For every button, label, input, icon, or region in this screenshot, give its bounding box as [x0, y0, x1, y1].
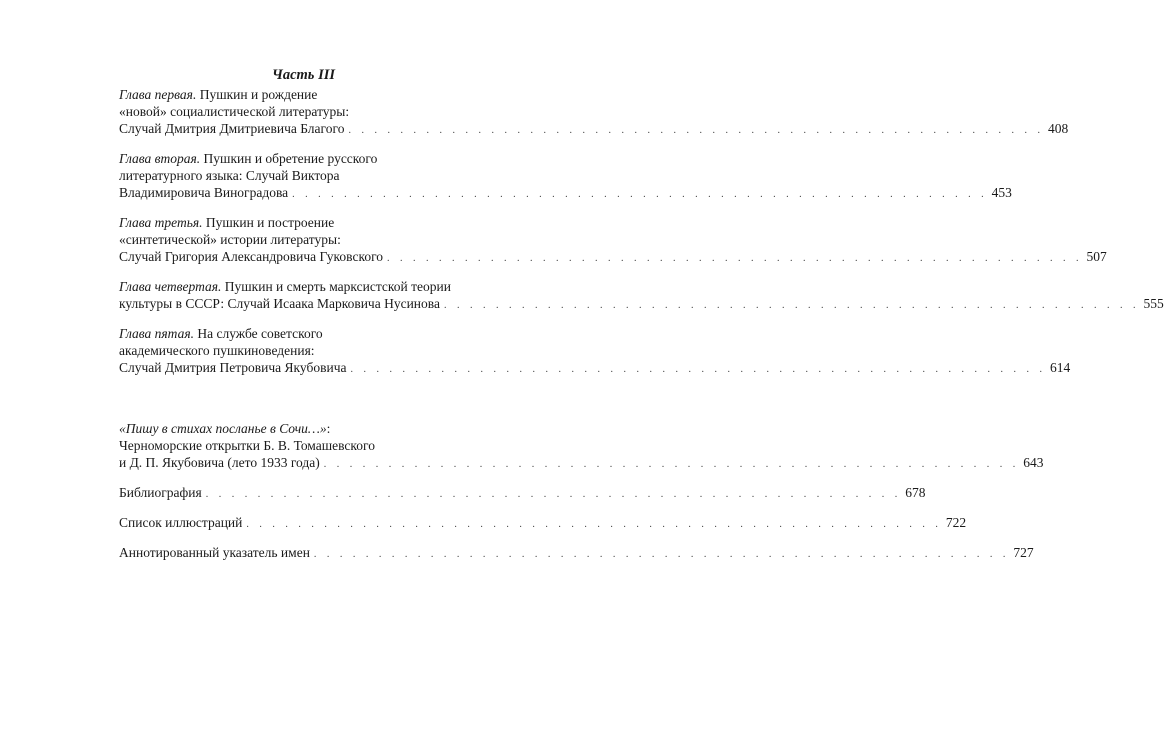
entry-title-end: Случай Григория Александровича Гуковского [119, 249, 384, 264]
table-of-contents [119, 66, 1164, 563]
entry-title-line: академического пушкиноведения: [119, 343, 315, 358]
page-number: 614 [1049, 360, 1071, 375]
entry-first-line [119, 150, 488, 167]
page-number: 678 [905, 485, 926, 500]
entry-last-line [119, 184, 1012, 203]
dot-leader: . . . . . . . . . . . . . . . . . . . . . . . . . . . . . . . . . . . . . . . . . . . . . . . . . . . . . . [292, 189, 988, 200]
entry-title-end: и Д. П. Якубовича (лето 1933 года) [119, 455, 320, 470]
toc-entry-chapter-4[interactable] [119, 278, 1164, 314]
entry-title-start: Пушкин и рождение [196, 87, 318, 102]
entry-label: Глава третья. [119, 215, 203, 230]
entry-title-end: Случай Дмитрия Петровича Якубовича [119, 360, 347, 375]
toc-entry-bibliography[interactable] [119, 484, 926, 503]
dot-leader: . . . . . . . . . . . . . . . . . . . . . . . . . . . . . . . . . . . . . . . . . . . . . . . . . . . . . . [323, 459, 1020, 470]
entry-first-line [119, 420, 488, 437]
entry-label: Глава четвертая. [119, 279, 222, 294]
entry-title-line: Черноморские открытки Б. В. Томашевского [119, 438, 375, 453]
toc-entry-illustrations[interactable] [119, 514, 967, 533]
part-title: Часть III [272, 67, 335, 83]
entry-first-line [119, 214, 488, 231]
entry-label: Глава вторая. [119, 151, 201, 166]
entry-title-start: : [326, 421, 331, 436]
entry-title: Библиография [119, 485, 202, 500]
entry-last-line [119, 544, 1034, 563]
entry-first-line [119, 278, 488, 295]
entry-last-line [119, 120, 1069, 139]
dot-leader: . . . . . . . . . . . . . . . . . . . . . . . . . . . . . . . . . . . . . . . . . . . . . . . . . . . . . . [350, 364, 1046, 375]
page-number: 507 [1086, 249, 1107, 264]
entry-title-line: «новой» социалистической литературы: [119, 104, 350, 119]
page-number: 722 [945, 515, 967, 530]
entry-title-end: Владимировича Виноградова [119, 185, 289, 200]
entry-title-end: культуры в СССР: Случай Исаака Марковича Нусинова [119, 296, 440, 311]
entry-title: Аннотированный указатель имен [119, 545, 310, 560]
entry-title-line: «синтетической» истории литературы: [119, 232, 341, 247]
entry-title-start: Пушкин и построение [202, 215, 335, 230]
page-number: 643 [1023, 455, 1044, 470]
entry-last-line [119, 484, 926, 503]
dot-leader: . . . . . . . . . . . . . . . . . . . . . . . . . . . . . . . . . . . . . . . . . . . . . . . . . . . . . . [313, 549, 1010, 560]
dot-leader: . . . . . . . . . . . . . . . . . . . . . . . . . . . . . . . . . . . . . . . . . . . . . . . . . . . . . . [205, 489, 902, 500]
entry-title-start: На службе советского [194, 326, 323, 341]
entry-title-start: Пушкин и обретение русского [200, 151, 378, 166]
toc-entry-chapter-3[interactable] [119, 214, 1107, 267]
toc-entry-chapter-2[interactable] [119, 150, 1012, 203]
entry-last-line [119, 248, 1107, 267]
page-number: 453 [991, 185, 1012, 200]
dot-leader: . . . . . . . . . . . . . . . . . . . . . . . . . . . . . . . . . . . . . . . . . . . . . . . . . . . . . . [443, 300, 1140, 311]
entry-title: Список иллюстраций [119, 515, 243, 530]
dot-leader: . . . . . . . . . . . . . . . . . . . . . . . . . . . . . . . . . . . . . . . . . . . . . . . . . . . . . . [246, 519, 942, 530]
entry-title-end: Случай Дмитрия Дмитриевича Благого [119, 121, 345, 136]
entry-last-line [119, 514, 967, 533]
entry-last-line [119, 359, 1071, 378]
dot-leader: . . . . . . . . . . . . . . . . . . . . . . . . . . . . . . . . . . . . . . . . . . . . . . . . . . . . . . [387, 253, 1083, 264]
entry-first-line [119, 325, 488, 342]
entry-last-line [119, 454, 1044, 473]
toc-entry-chapter-5[interactable] [119, 325, 1071, 378]
entry-title-line: литературного языка: Случай Виктора [119, 168, 340, 183]
entry-title-start: Пушкин и смерть марксистской теории [221, 279, 451, 294]
entry-first-line [119, 86, 488, 103]
entry-last-line [119, 295, 1164, 314]
page-number: 408 [1047, 121, 1069, 136]
page-number: 727 [1013, 545, 1034, 560]
toc-entry-name-index[interactable] [119, 544, 1034, 563]
entry-label: Глава пятая. [119, 326, 194, 341]
toc-entry-postcards[interactable] [119, 420, 1044, 473]
toc-entry-chapter-1[interactable] [119, 86, 1069, 139]
page-number: 555 [1143, 296, 1164, 311]
entry-label: Глава первая. [119, 87, 197, 102]
dot-leader: . . . . . . . . . . . . . . . . . . . . . . . . . . . . . . . . . . . . . . . . . . . . . . . . . . . . . . [348, 125, 1044, 136]
entry-label: «Пишу в стихах посланье в Сочи…» [119, 421, 327, 436]
